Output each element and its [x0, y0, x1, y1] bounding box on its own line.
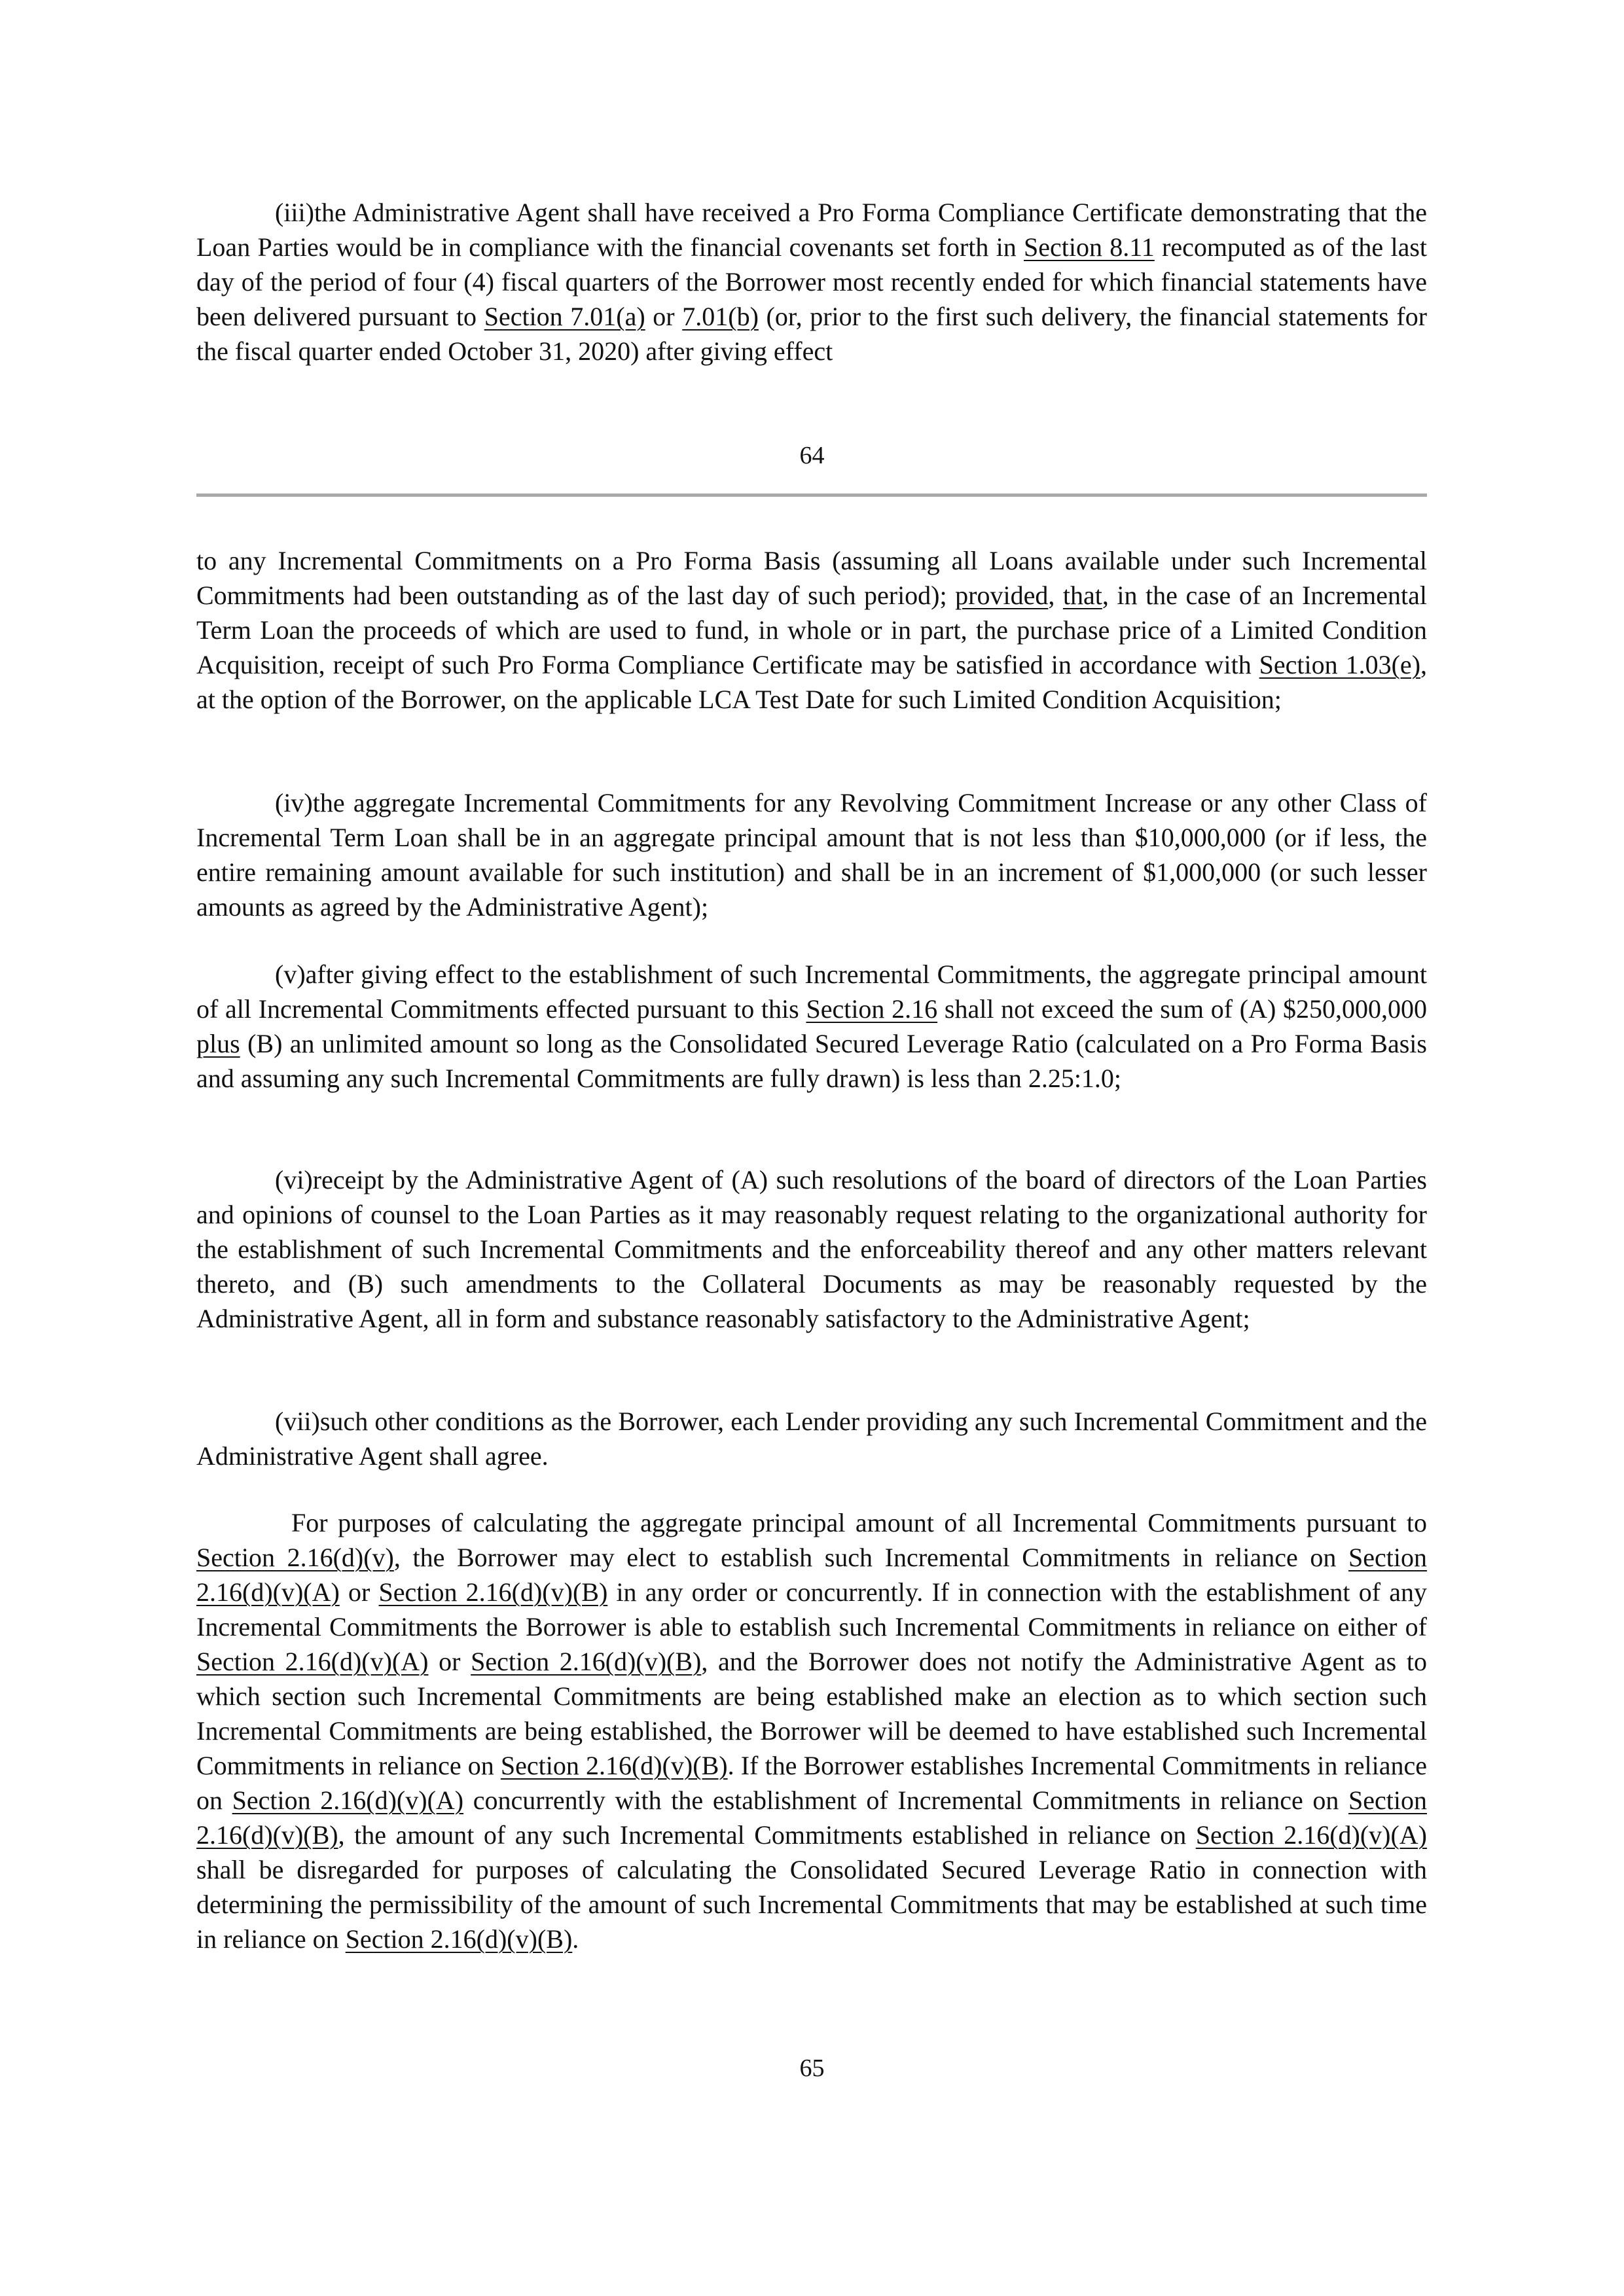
paragraph-iii-tail: (or, prior to the first such delivery, the financial statements for the fiscal quarter ended October 31, 2020) after giving effect [196, 302, 1428, 366]
purposes-text-9: , the amount of any such Incremental Commitments established in reliance on [338, 1820, 1196, 1850]
paragraph-vii: (vii)such other conditions as the Borrower, each Lender providing any such Incremental Commitment and the Administrative Agent shall agree. [196, 1407, 1427, 1471]
paragraph-vi: (vi)receipt by the Administrative Agent of (A) such resolutions of the board of directors of the Loan Parties and opinions of counsel to the Loan Parties as it may reasonably request relating to the organizational authority for the establishment of such Incremental Commitments and the enforceability thereof and any other matters relevant thereto, and (B) such amendments to the Collateral Documents as may be reasonably requested by the Administrative Agent, all in form and substance reasonably satisfactory to the Administrative Agent; [196, 1165, 1427, 1333]
paragraph-v-lead: (v)after giving effect to the establishment of such Incremental Commitments, the aggregate principal amount of all Incremental Commitments effected pursuant to this [196, 960, 1427, 1024]
section-1-03e-ref[interactable]: Section 1.03(e) [1259, 650, 1421, 679]
section-2-16-d-v-a-ref[interactable]: Section 2.16(d)(v)(A) [196, 1543, 1427, 1607]
plus-term: plus [196, 1029, 240, 1058]
section-2-16-ref[interactable]: Section 2.16 [806, 994, 938, 1024]
paragraph-iv: (iv)the aggregate Incremental Commitments for any Revolving Commitment Increase or any other Class of Incremental Term Loan shall be in an aggregate principal amount that is not less than $10,000,000 (or if less, the entire remaining amount available for such institution) and shall be in an increment of $1,000,000 (or such lesser amounts as agreed by the Administrative Agent); [196, 788, 1427, 922]
section-2-16-d-v-ref[interactable]: Section 2.16(d)(v) [196, 1543, 394, 1572]
paragraph-continued-tail: , at the option of the Borrower, on the applicable LCA Test Date for such Limited Condition Acquisition; [196, 650, 1428, 714]
paragraph-continued-mid: , in the case of an Incremental Term Loan the proceeds of which are used to fund, in whole or in part, the purchase price of a Limited Condition Acquisition, receipt of such Pro Forma Compliance Certificate may be satisfied in accordance with [196, 581, 1427, 679]
section-7-01b-ref[interactable]: 7.01(b) [682, 302, 759, 331]
paragraph-iii-mid-2: or [645, 302, 683, 331]
purposes-text-1: For purposes of calculating the aggregate principal amount of all Incremental Commitments pursuant to [291, 1508, 1427, 1537]
paragraph-continued-lead: to any Incremental Commitments on a Pro Forma Basis (assuming all Loans available under such Incremental Commitments had been outstanding as of the last day of such period); [196, 546, 1427, 610]
paragraph-purposes [196, 1505, 1427, 1956]
section-8-11-ref[interactable]: Section 8.11 [1023, 232, 1155, 262]
section-7-01a-ref[interactable]: Section 7.01(a) [484, 302, 645, 331]
page-number-65: 65 [799, 2054, 825, 2082]
purposes-text-8: concurrently with the establishment of Incremental Commitments in reliance on [463, 1785, 1349, 1815]
section-2-16-d-v-b-ref[interactable]: Section 2.16(d)(v)(B) [500, 1751, 728, 1780]
purposes-text-3: or [339, 1577, 379, 1607]
paragraph-v-tail: (B) an unlimited amount so long as the Consolidated Secured Leverage Ratio (calculated on a Pro Forma Basis and assuming any such Incremental Commitments are fully drawn) is less than 2.25:1.0; [196, 1029, 1427, 1093]
section-2-16-d-v-b-ref[interactable]: Section 2.16(d)(v)(B) [345, 1924, 573, 1954]
purposes-text-5: or [428, 1647, 471, 1676]
page-break-divider [196, 493, 1427, 497]
provided-term: provided [955, 581, 1049, 610]
purposes-text-7: . If the Borrower establishes Incremental Commitments in reliance on [196, 1751, 1428, 1815]
that-term: that [1062, 581, 1102, 610]
section-2-16-d-v-a-ref[interactable]: Section 2.16(d)(v)(A) [232, 1785, 464, 1815]
paragraph-iii-continued [196, 543, 1427, 717]
section-2-16-d-v-b-ref[interactable]: Section 2.16(d)(v)(B) [378, 1577, 608, 1607]
section-2-16-d-v-b-ref[interactable]: Section 2.16(d)(v)(B) [196, 1785, 1428, 1850]
purposes-text-10: shall be disregarded for purposes of calculating the Consolidated Secured Leverage Ratio in connection with determining the permissibility of the amount of such Incremental Commitments that may be established at such time in reliance on [196, 1855, 1427, 1954]
section-2-16-d-v-a-ref[interactable]: Section 2.16(d)(v)(A) [196, 1647, 429, 1676]
purposes-text-6: , and the Borrower does not notify the Administrative Agent as to which section such Incremental Commitments are being established make an election as to which section such Incremental Commitments are being established, the Borrower will be deemed to have established such Incremental Commitments in reliance on [196, 1647, 1428, 1780]
section-2-16-d-v-a-ref[interactable]: Section 2.16(d)(v)(A) [1195, 1820, 1428, 1850]
paragraph-continued-comma: , [1048, 581, 1063, 610]
purposes-text-4: in any order or concurrently. If in connection with the establishment of any Incremental Commitments the Borrower is able to establish such Incremental Commitments in reliance on either of [196, 1577, 1427, 1641]
section-2-16-d-v-b-ref[interactable]: Section 2.16(d)(v)(B) [471, 1647, 702, 1676]
paragraph-iii-lead: (iii)the Administrative Agent shall have received a Pro Forma Compliance Certificate demonstrating that the Loan Parties would be in compliance with the financial covenants set forth in [196, 198, 1427, 262]
paragraph-v [196, 957, 1427, 1096]
page-number-64: 64 [799, 442, 825, 469]
paragraph-v-mid: shall not exceed the sum of (A) $250,000,000 [937, 994, 1427, 1024]
purposes-text-2: , the Borrower may elect to establish such Incremental Commitments in reliance on [393, 1543, 1349, 1572]
paragraph-iii [196, 195, 1427, 368]
paragraph-iii-mid-1: recomputed as of the last day of the period of four (4) fiscal quarters of the Borrower most recently ended for which financial statements have been delivered pursuant to [196, 232, 1427, 331]
purposes-text-11: . [572, 1924, 579, 1954]
